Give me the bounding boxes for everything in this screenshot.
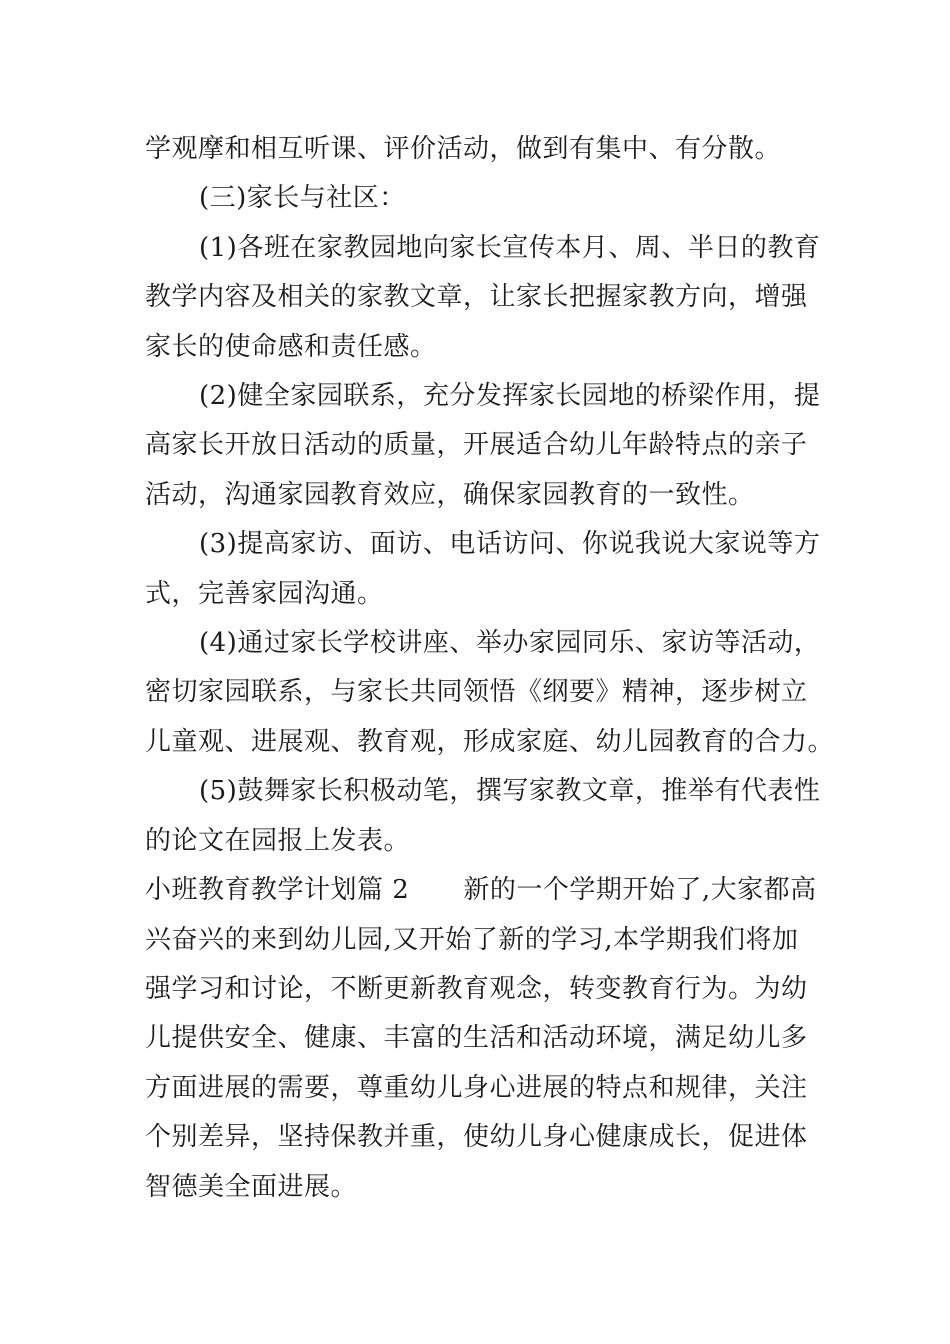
paragraph-item-2 — [145, 372, 821, 520]
text-line: 家长的使命感和责任感。 — [145, 331, 437, 362]
text-line: 式，完善家园沟通。 — [145, 578, 384, 609]
text-line: 智德美全面进展。 — [145, 1171, 358, 1202]
text-line: 儿童观、进展观、教育观，形成家庭、幼儿园教育的合力。 — [145, 726, 835, 757]
text-line: 兴奋兴的来到幼儿园,又开始了新的学习,本学期我们将加 — [145, 924, 799, 955]
text-line: 教学内容及相关的家教文章，让家长把握家教方向，增强 — [145, 282, 808, 313]
text-line: (2)健全家园联系，充分发挥家长园地的桥梁作用，提 — [199, 381, 821, 412]
text-line: 儿提供安全、健康、丰富的生活和活动环境，满足幼儿多 — [145, 1023, 808, 1054]
paragraph-plan-2 — [145, 866, 815, 1212]
text-line: 高家长开放日活动的质量，开展适合幼儿年龄特点的亲子 — [145, 430, 808, 461]
paragraph-observation — [145, 125, 815, 174]
text-line: 的论文在园报上发表。 — [145, 825, 411, 856]
text-line: 学观摩和相互听课、评价活动，做到有集中、有分散。 — [145, 134, 782, 164]
text-line: (1)各班在家教园地向家长宣传本月、周、半日的教育 — [199, 232, 821, 263]
text-line: 密切家园联系，与家长共同领悟《纲要》精神，逐步树立 — [145, 677, 808, 708]
paragraph-item-4 — [145, 619, 835, 767]
text-line: (5)鼓舞家长积极动笔，撰写家教文章，推举有代表性 — [199, 776, 821, 807]
text-line: (3)提高家访、面访、电话访问、你说我说大家说等方 — [199, 529, 821, 560]
text-line: 活动，沟通家园教育效应，确保家园教育的一致性。 — [145, 479, 755, 510]
text-line: 方面进展的需要，尊重幼儿身心进展的特点和规律，关注 — [145, 1072, 808, 1103]
plan-title: 小班教育教学计划篇 2 — [145, 875, 410, 906]
text-line: (4)通过家长学校讲座、举办家园同乐、家访等活动， — [199, 628, 821, 659]
text-line: 强学习和讨论，不断更新教育观念，转变教育行为。为幼 — [145, 973, 808, 1004]
paragraph-item-1 — [145, 224, 821, 372]
heading-text: (三)家长与社区： — [199, 183, 406, 214]
text-line — [145, 866, 815, 915]
section-heading-parents-community — [145, 174, 815, 223]
paragraph-item-5 — [145, 767, 821, 866]
document-body — [145, 125, 835, 1212]
text-line: 个别差异，坚持保教并重，使幼儿身心健康成长，促进体 — [145, 1122, 808, 1153]
paragraph-item-3 — [145, 520, 821, 619]
plan-intro: 新的一个学期开始了,大家都高 — [463, 875, 817, 906]
